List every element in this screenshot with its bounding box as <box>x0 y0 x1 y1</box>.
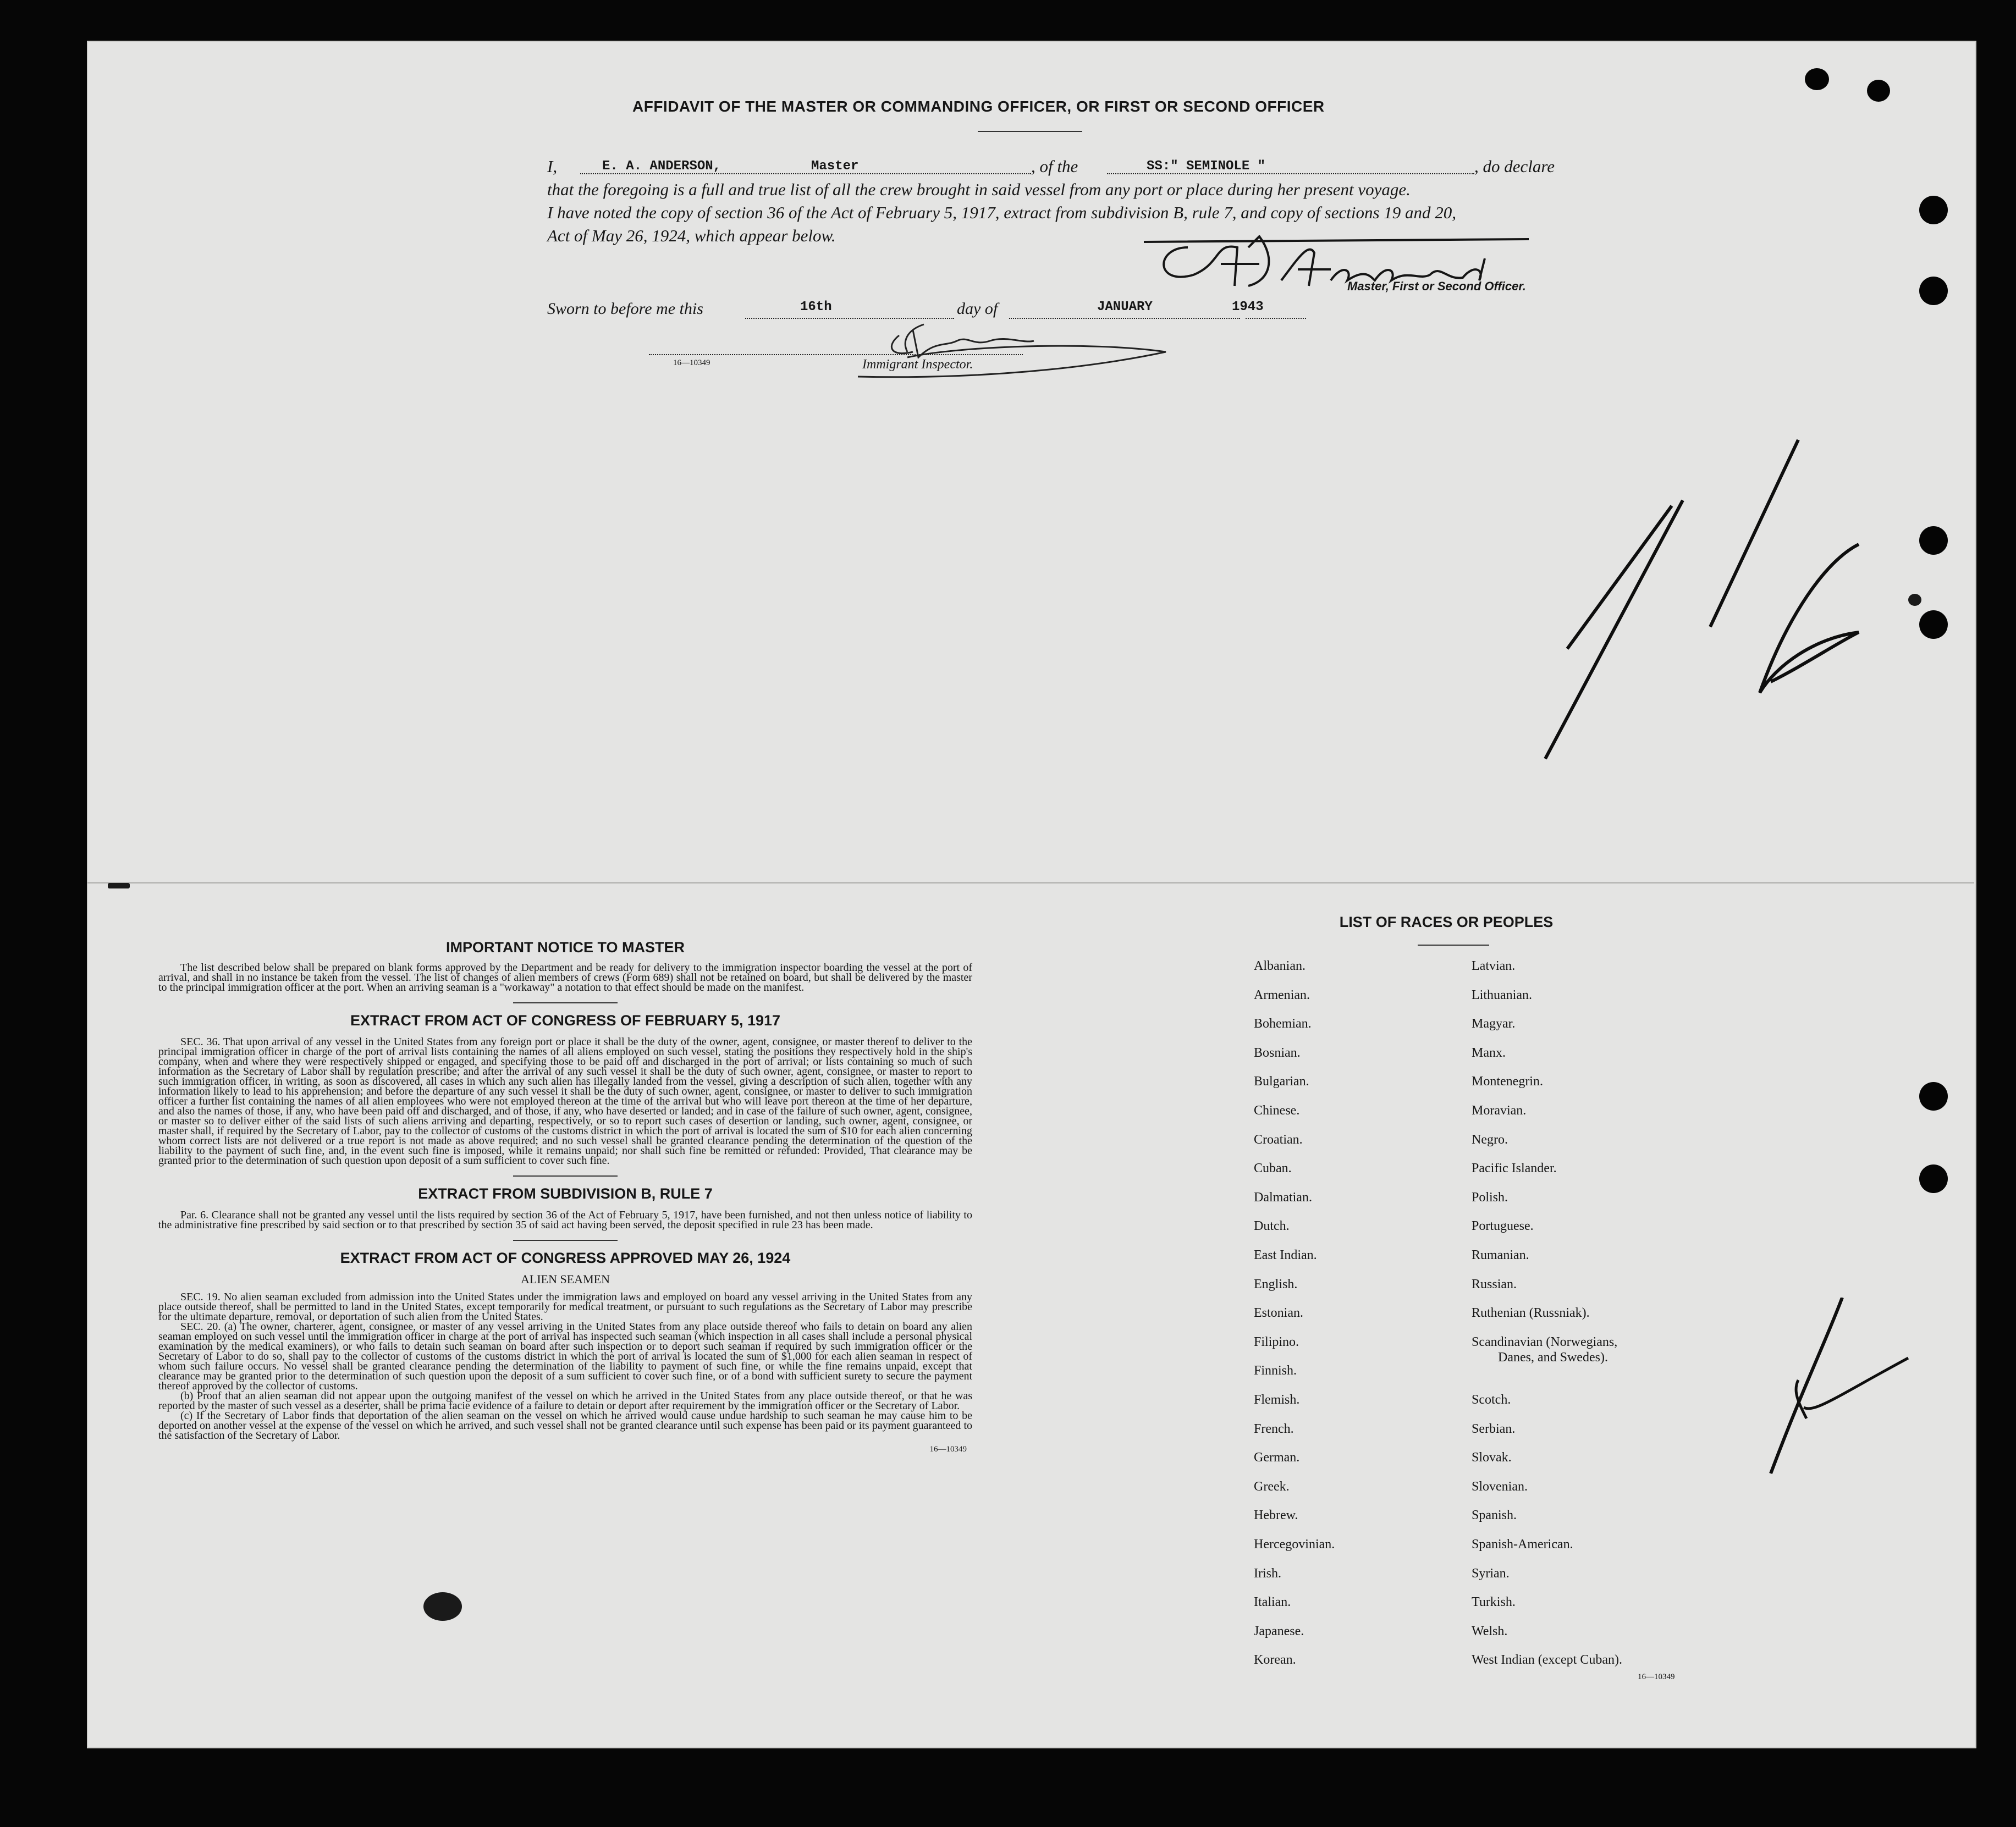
races-rule <box>1418 945 1489 946</box>
race-item: Croatian. <box>1254 1133 1303 1147</box>
declaration-line-2: that the foregoing is a full and true list of all the crew brought in said vessel from any port or place during her present voyage. <box>547 180 1411 199</box>
ink-speck <box>108 883 130 888</box>
race-item: Slovenian. <box>1472 1480 1528 1494</box>
races-left-column <box>1254 959 1485 1674</box>
race-item: Syrian. <box>1472 1566 1510 1581</box>
race-item: Flemish. <box>1254 1393 1300 1407</box>
form-number: 16—10349 <box>929 1445 967 1454</box>
race-item: Serbian. <box>1472 1422 1516 1436</box>
punch-hole-icon <box>1919 277 1948 305</box>
race-item: Bulgarian. <box>1254 1074 1309 1089</box>
race-item: Montenegrin. <box>1472 1074 1543 1089</box>
name-line <box>580 173 1031 174</box>
sworn-day: 16th <box>800 300 832 314</box>
race-item: Ruthenian (Russniak). <box>1472 1306 1590 1320</box>
form-number: 16—10349 <box>673 358 710 367</box>
notice-text: The list described below shall be prepared on blank forms approved by the Department and be ready for delivery to the immigration inspector boarding the vessel at the port of arrival, and shall in no instance be taken from the vessel. The list of changes of alien members of crews (Form 689) shall not be retained on board, but shall be delivered by the master to the principal immigration officer at the port. When an arriving seaman is a "workaway" a notation to that effect should be made on the manifest. <box>158 962 972 993</box>
alien-seamen-subheading: ALIEN SEAMEN <box>521 1272 610 1286</box>
races-heading: LIST OF RACES OR PEOPLES <box>1339 914 1554 930</box>
race-item: German. <box>1254 1450 1300 1465</box>
race-item: Hercegovinian. <box>1254 1537 1335 1552</box>
race-item: Latvian. <box>1472 959 1516 973</box>
race-item: Russian. <box>1472 1277 1517 1291</box>
rule7-text: Par. 6. Clearance shall not be granted any vessel until the lists required by section 36 of the Act of February 5, 1917, have been furnished, and not then unless notice of liability to the administrative fine prescribed by said section or to that prescribed by section 35 of said act having been served, the deposit specified in rule 23 has been made. <box>158 1209 972 1231</box>
punch-hole-icon <box>1805 68 1829 90</box>
race-item: Turkish. <box>1472 1595 1516 1609</box>
race-item: Chinese. <box>1254 1103 1300 1118</box>
race-item: Rumanian. <box>1472 1248 1529 1262</box>
sworn-month: JANUARY <box>1097 300 1153 314</box>
handwritten-4-mark <box>1760 1298 1925 1479</box>
race-item: Dalmatian. <box>1254 1190 1312 1205</box>
sec20a-text: SEC. 20. (a) The owner, charterer, agent, consignee, or master of any vessel arriving in the United States from any place outside thereof who fails to detain on board any alien seaman employed on such vessel until the immigration officer in charge at the port of arrival has inspected such seaman (which inspection in all cases shall include a personal physical examination by the medical examiners), or who fails to detain such seaman on board after such inspection or to deport such seaman if required by such immigration officer or the Secretary of Labor to do so, shall pay to the collector of customs of the customs district in which the port of arrival is located the sum of $1,000 for each alien seaman in respect of whom such failure occurs. No vessel shall be granted clearance pending the determination of the liability to payment of such fine, or while the fine remains unpaid, except that clearance may be granted prior to the determination of such question upon the deposit of a sum sufficient to cover such fine, or of a bond with sufficient surety to secure the payment thereof approved by the collector of customs. <box>158 1321 972 1392</box>
race-item: Albanian. <box>1254 959 1306 973</box>
race-item: Filipino. <box>1254 1335 1299 1349</box>
race-item: Armenian. <box>1254 988 1310 1002</box>
race-item: Bosnian. <box>1254 1046 1301 1060</box>
i-label: I, <box>547 157 558 176</box>
race-item: Moravian. <box>1472 1103 1527 1118</box>
race-item: Magyar. <box>1472 1017 1516 1031</box>
day-of-label: day of <box>957 300 998 318</box>
race-item: West Indian (except Cuban). <box>1472 1653 1622 1667</box>
race-item: Korean. <box>1254 1653 1296 1667</box>
title-rule <box>978 131 1082 132</box>
race-item: Manx. <box>1472 1046 1506 1060</box>
rule7-heading: EXTRACT FROM SUBDIVISION B, RULE 7 <box>418 1185 713 1202</box>
race-item: Japanese. <box>1254 1624 1304 1638</box>
sworn-year: 1943 <box>1232 300 1264 314</box>
race-item: East Indian. <box>1254 1248 1317 1262</box>
year-line <box>1246 318 1306 319</box>
race-item: Spanish-American. <box>1472 1537 1573 1552</box>
punch-hole-icon <box>1919 526 1948 555</box>
ink-speck <box>1908 594 1921 606</box>
race-item: Pacific Islander. <box>1472 1161 1557 1175</box>
race-item: Bohemian. <box>1254 1017 1312 1031</box>
race-item: Lithuanian. <box>1472 988 1532 1002</box>
race-item: English. <box>1254 1277 1298 1291</box>
race-item: Irish. <box>1254 1566 1281 1581</box>
races-right-column <box>1472 959 1703 1674</box>
vessel-line <box>1107 173 1474 174</box>
sec20c-text: (c) If the Secretary of Labor finds that deportation of the alien seaman on the vessel on which he arrived would cause undue hardship to such seaman he may cause him to be deported on another vessel at the expense of the vessel on which he arrived, and such vessel shall not be granted clearance until such expense has been paid or its payment guaranteed to the satisfaction of the Secretary of Labor. <box>158 1410 972 1442</box>
sec19-text: SEC. 19. No alien seaman excluded from admission into the United States under the immigration laws and employed on board any vessel arriving in the United States from any place outside thereof, shall be permitted to land in the United States, except temporarily for medical treatment, or pursuant to such regulations as the Secretary of Labor may prescribe for the ultimate departure, removal, or deportation of such alien from the United States. <box>158 1291 972 1323</box>
race-item: Scandinavian (Norwegians, <box>1472 1335 1618 1349</box>
race-item: French. <box>1254 1422 1294 1436</box>
affidavit-title: AFFIDAVIT OF THE MASTER OR COMMANDING OFFICER, OR FIRST OR SECOND OFFICER <box>632 98 1325 115</box>
race-item: Finnish. <box>1254 1364 1297 1378</box>
section-rule <box>513 1240 618 1241</box>
section-rule <box>513 1175 618 1177</box>
extract-1924-heading: EXTRACT FROM ACT OF CONGRESS APPROVED MAY 26, 1924 <box>340 1250 791 1266</box>
page-fold-line <box>87 882 1974 884</box>
punch-hole-icon <box>1919 610 1948 639</box>
sworn-label: Sworn to before me this <box>547 300 703 318</box>
do-declare-label: , do declare <box>1474 157 1555 176</box>
margin-mark-text <box>0 0 1 1</box>
officer-name: E. A. ANDERSON, <box>602 159 721 174</box>
race-item: Estonian. <box>1254 1306 1303 1320</box>
sec20b-text: (b) Proof that an alien seaman did not appear upon the outgoing manifest of the vessel on which he arrived in the United States from any place outside thereof, or that he was reported by the master of such vessel as a deserter, shall be prima facie evidence of a failure to detain or deport after requirement by the immigration officer or the Secretary of Labor. <box>158 1390 972 1412</box>
race-item: Polish. <box>1472 1190 1508 1205</box>
declaration-line-4: Act of May 26, 1924, which appear below. <box>547 226 836 245</box>
race-item: Spanish. <box>1472 1508 1517 1522</box>
race-item: Portuguese. <box>1472 1219 1534 1233</box>
race-item: Slovak. <box>1472 1450 1512 1465</box>
officer-rank: Master <box>811 159 859 174</box>
declaration-line-3: I have noted the copy of section 36 of the Act of February 5, 1917, extract from subdivision B, rule 7, and copy of sections 19 and 20, <box>547 203 1457 222</box>
punch-hole-icon <box>1919 1082 1948 1111</box>
race-item-continuation: Danes, and Swedes). <box>1498 1350 1608 1365</box>
ink-blot <box>423 1592 462 1621</box>
race-item: Scotch. <box>1472 1393 1511 1407</box>
extract-1917-heading: EXTRACT FROM ACT OF CONGRESS OF FEBRUARY 5, 1917 <box>350 1012 781 1029</box>
race-item: Welsh. <box>1472 1624 1508 1638</box>
extract-1917-text: SEC. 36. That upon arrival of any vessel in the United States from any foreign port or place it shall be the duty of the owner, agent, consignee, or master thereof to deliver to the principal immigration officer in charge of the port of arrival lists containing the names of all aliens employed on such vessel, stating the positions they respectively hold in the ship's company, when and where they were respectively shipped or engaged, and specifying those to be paid off and discharged in the port of arrival; or lists containing so much of such information as the Secretary of Labor shall by regulation prescribe; and after the arrival of any such vessel it shall be the duty of such owner, agent, consignee, or master to report to such immigration officer, in writing, as soon as discovered, all cases in which any such alien has illegally landed from the vessel, giving a description of such alien, together with any information likely to lead to his apprehension; and before the departure of any such vessel it shall be the duty of such owner, agent, consignee, or master to deliver to such immigration officer a further list containing the names of all alien employees who were not employed thereon at the time of the arrival but who will leave port thereon at the time of her departure, and also the names of those, if any, who have been paid off and discharged, and of those, if any, who have deserted or landed; and in case of the failure of such owner, agent, consignee, or master so to deliver either of the said lists of such aliens arriving and departing, respectively, or so to report such cases of desertion or landing, such owner, agent, consignee, or master shall, if required by the Secretary of Labor, pay to the collector of customs of the customs district in which the port of arrival is located the sum of $10 for each alien concerning whom correct lists are not delivered or a true report is not made as above required; and no such vessel shall be granted clearance pending the determination of the question of the liability to the payment of such fine, and, in the event such fine is imposed, while it remains unpaid; nor shall such fine be remitted or refunded: Provided, That clearance may be granted prior to the determination of such question upon deposit of a sum sufficient to cover such fine. <box>158 1036 972 1167</box>
notice-section <box>158 939 972 1454</box>
signature-caption: Master, First or Second Officer. <box>1347 279 1526 293</box>
race-item: Greek. <box>1254 1480 1290 1494</box>
notice-heading: IMPORTANT NOTICE TO MASTER <box>446 939 685 956</box>
form-number: 16—10349 <box>1638 1673 1675 1681</box>
race-item: Negro. <box>1472 1133 1508 1147</box>
handwritten-count-1-16 <box>1529 434 1881 764</box>
race-item: Cuban. <box>1254 1161 1292 1175</box>
race-item: Dutch. <box>1254 1219 1290 1233</box>
of-the-label: , of the <box>1031 157 1078 176</box>
inspector-line <box>649 354 1023 355</box>
vessel-name: SS:" SEMINOLE " <box>1147 159 1266 174</box>
race-item: Hebrew. <box>1254 1508 1298 1522</box>
punch-hole-icon <box>1919 196 1948 224</box>
punch-hole-icon <box>1867 80 1890 102</box>
section-rule <box>513 1002 618 1003</box>
inspector-caption: Immigrant Inspector. <box>862 357 973 372</box>
punch-hole-icon <box>1919 1164 1948 1193</box>
race-item: Italian. <box>1254 1595 1291 1609</box>
